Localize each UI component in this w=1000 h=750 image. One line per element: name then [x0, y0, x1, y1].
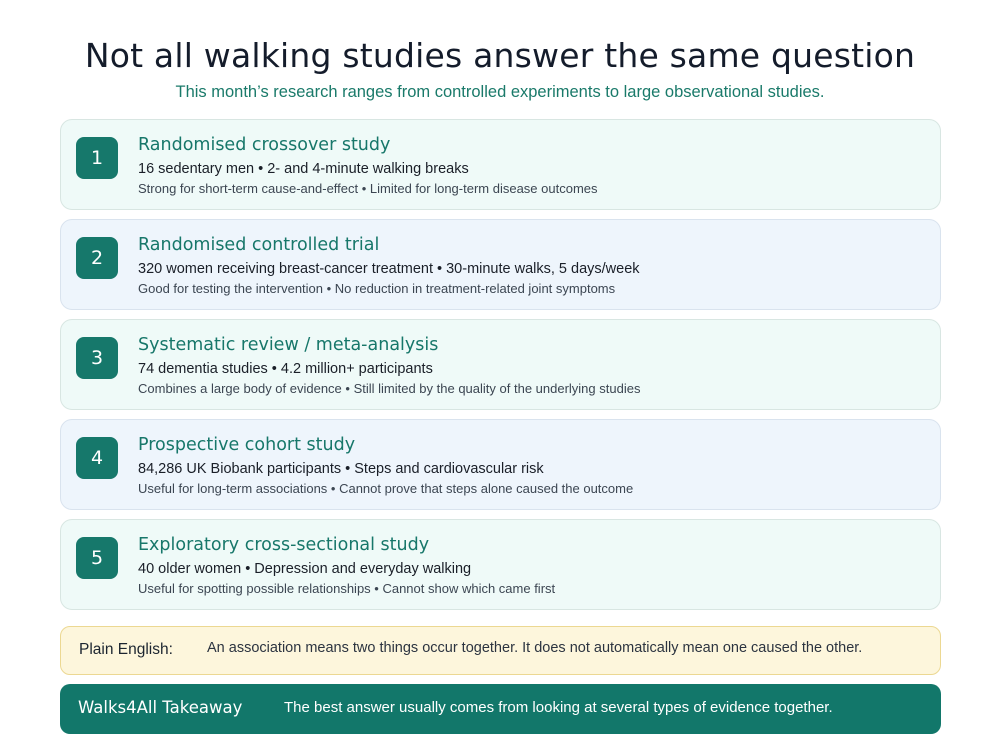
study-strengths-limits: Useful for long-term associations • Cannot prove that steps alone caused the outcome [138, 481, 634, 496]
study-card-4 [60, 419, 941, 510]
plain-english-callout [60, 626, 941, 675]
page-header [0, 36, 1000, 102]
study-strengths-limits: Combines a large body of evidence • Still limited by the quality of the underlying studies [138, 381, 641, 396]
study-detail: 320 women receiving breast-cancer treatment • 30-minute walks, 5 days/week [138, 261, 640, 277]
study-card-5 [60, 519, 941, 610]
page-subtitle: This month’s research ranges from controlled experiments to large observational studies. [175, 83, 825, 101]
study-detail: 84,286 UK Biobank participants • Steps and cardiovascular risk [138, 461, 544, 477]
study-strengths-limits: Useful for spotting possible relationships • Cannot show which came first [138, 581, 556, 596]
study-type-title: Randomised controlled trial [138, 235, 380, 255]
study-strengths-limits: Strong for short-term cause-and-effect • Limited for long-term disease outcomes [138, 181, 598, 196]
takeaway-label: Walks4All Takeaway [78, 698, 243, 717]
study-detail: 74 dementia studies • 4.2 million+ participants [138, 361, 433, 377]
study-type-title: Randomised crossover study [138, 135, 391, 155]
plain-english-text: An association means two things occur together. It does not automatically mean one caused the other. [207, 640, 863, 656]
study-type-title: Systematic review / meta-analysis [138, 335, 439, 355]
study-number-badge: 4 [76, 437, 118, 479]
study-type-title: Prospective cohort study [138, 435, 356, 455]
study-card-3 [60, 319, 941, 410]
study-strengths-limits: Good for testing the intervention • No reduction in treatment-related joint symptoms [138, 281, 616, 296]
takeaway-text: The best answer usually comes from looking at several types of evidence together. [284, 699, 833, 716]
study-number-badge: 3 [76, 337, 118, 379]
study-card-2 [60, 219, 941, 310]
study-card-list [60, 119, 941, 619]
study-number-badge: 5 [76, 537, 118, 579]
page-title: Not all walking studies answer the same question [84, 36, 916, 75]
takeaway-banner [60, 684, 941, 734]
study-detail: 16 sedentary men • 2- and 4-minute walking breaks [138, 161, 469, 177]
study-detail: 40 older women • Depression and everyday walking [138, 561, 472, 577]
study-card-1 [60, 119, 941, 210]
study-number-badge: 2 [76, 237, 118, 279]
study-type-title: Exploratory cross-sectional study [138, 535, 430, 555]
study-number-badge: 1 [76, 137, 118, 179]
plain-english-label: Plain English: [79, 641, 173, 658]
